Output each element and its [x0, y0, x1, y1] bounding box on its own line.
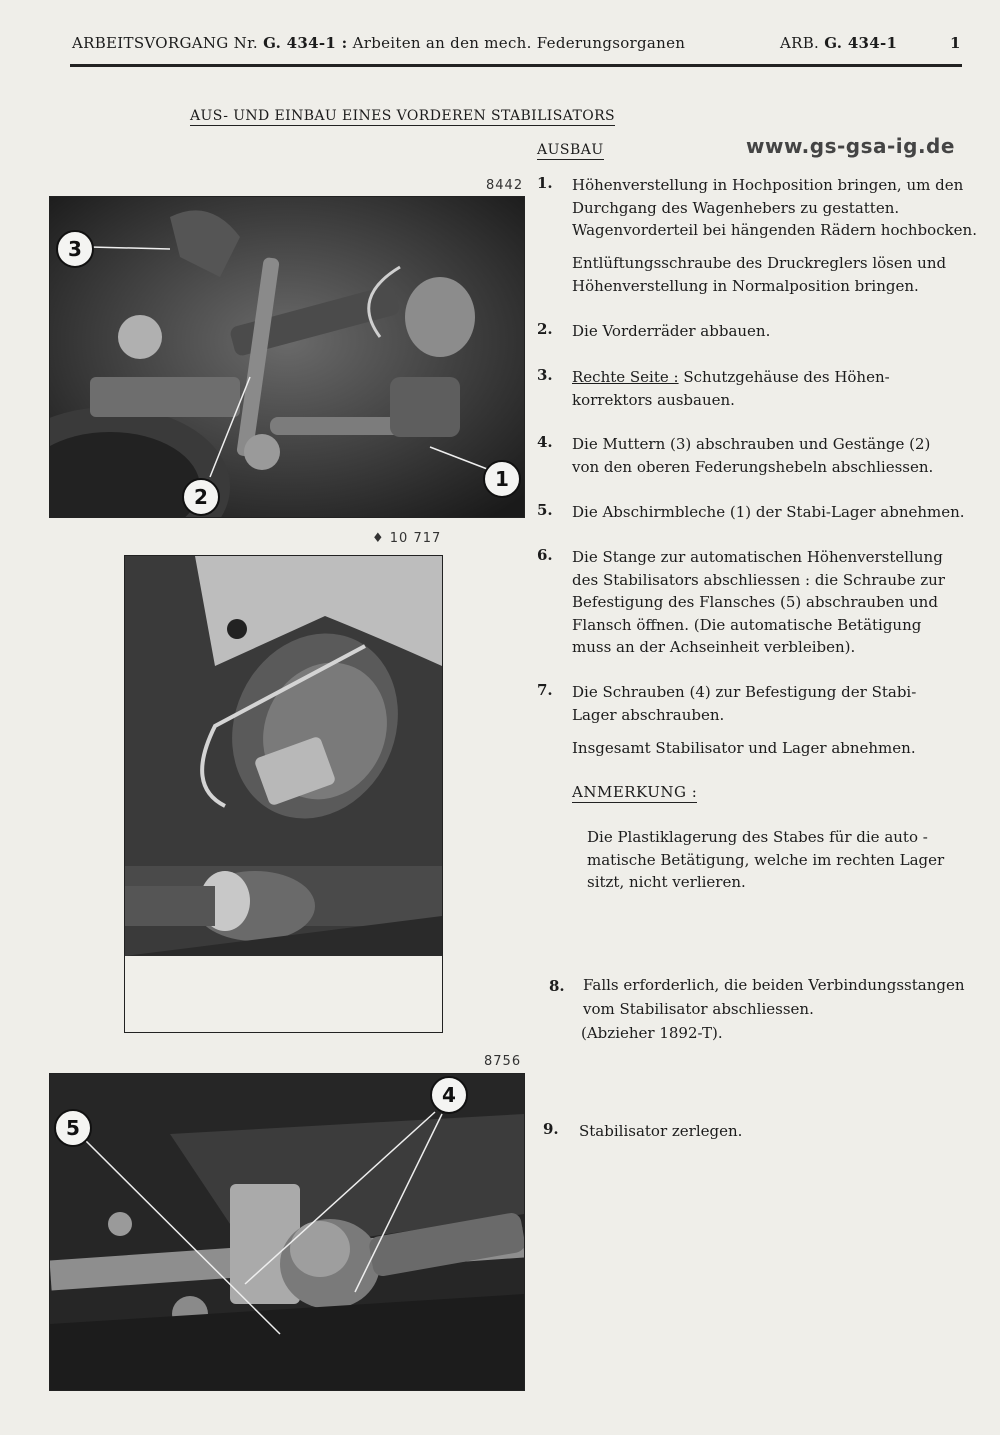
step-line: Schutzgehäuse des Höhen-	[678, 368, 890, 386]
note-line: sitzt, nicht verlieren.	[587, 873, 746, 891]
step-line: (Abzieher 1892-T).	[581, 1024, 723, 1042]
step-line: von den oberen Federungshebeln abschliessen.	[572, 457, 934, 476]
step-line: des Stabilisators abschliessen : die Schraube zur	[572, 570, 945, 589]
step-number: 3.	[537, 366, 553, 384]
step-line: muss an der Achseinheit verbleiben).	[572, 638, 856, 656]
step-text	[583, 973, 983, 1045]
step-number: 8.	[549, 977, 565, 995]
page-title: AUS- UND EINBAU EINES VORDEREN STABILISATORS	[190, 108, 616, 124]
step-number: 2.	[537, 320, 553, 338]
header-arb-code: G. 434-1	[824, 34, 898, 52]
step-number: 6.	[537, 546, 553, 564]
callout-1: 1	[483, 460, 521, 498]
step-line: Höhenverstellung in Hochposition bringen, um den	[572, 176, 964, 194]
step-text	[572, 252, 992, 297]
photo-front-suspension	[49, 196, 525, 518]
step-number: 9.	[543, 1120, 559, 1138]
figure-ref: ♦ 10 717	[372, 531, 442, 546]
step-line: vom Stabilisator abschliessen.	[583, 1000, 814, 1018]
step-text	[572, 366, 992, 411]
step-text	[579, 1120, 999, 1143]
page-number: 1	[950, 34, 961, 52]
step-text	[572, 174, 992, 242]
step-line: Die Muttern (3) abschrauben und Gestänge (2)	[572, 435, 931, 453]
note-line: Die Plastiklagerung des Stabes für die auto -	[587, 828, 928, 846]
note-text	[587, 826, 1000, 894]
document-header	[72, 34, 685, 52]
step-line: Die Stange zur automatischen Höhenverstellung	[572, 548, 943, 566]
step-number: 1.	[537, 174, 553, 192]
step-text	[572, 681, 992, 726]
step-number: 5.	[537, 501, 553, 519]
step-text	[572, 546, 992, 659]
note-line: matische Betätigung, welche im rechten Lager	[587, 850, 945, 869]
step-line: Durchgang des Wagenhebers zu gestatten.	[572, 198, 900, 217]
step-text	[572, 501, 992, 524]
header-procedure-label: ARBEITSVORGANG Nr.	[72, 34, 258, 52]
figure-ref: 8756	[484, 1054, 522, 1069]
step-line: Höhenverstellung in Normalposition bringen.	[572, 276, 919, 295]
step-line: Die Schrauben (4) zur Befestigung der Stabi-	[572, 683, 917, 701]
step-line: Lager abschrauben.	[572, 705, 725, 724]
header-right-ref	[780, 34, 897, 52]
header-rule	[70, 64, 962, 67]
step-line: Entlüftungsschraube des Druckreglers lösen und	[572, 254, 947, 272]
header-subject: Arbeiten an den mech. Federungsorganen	[352, 34, 686, 52]
note-heading: ANMERKUNG :	[572, 783, 698, 801]
step-text	[572, 433, 992, 478]
figure-ref: 8442	[486, 178, 524, 193]
section-heading: AUSBAU	[537, 142, 604, 158]
callout-2: 2	[182, 478, 220, 516]
step-line: Wagenvorderteil bei hängenden Rädern hochbocken.	[572, 221, 977, 239]
photo-stabilizer-bearing	[49, 1073, 525, 1391]
step-line: Falls erforderlich, die beiden Verbindungsstangen	[583, 976, 965, 994]
underlined-label: Rechte Seite :	[572, 368, 679, 386]
website-watermark: www.gs-gsa-ig.de	[746, 134, 955, 158]
step-line: Befestigung des Flansches (5) abschrauben und	[572, 593, 938, 611]
callout-5: 5	[54, 1109, 92, 1147]
step-text	[572, 737, 992, 760]
step-line: Stabilisator zerlegen.	[579, 1122, 743, 1140]
step-line: Insgesamt Stabilisator und Lager abnehmen.	[572, 739, 916, 757]
callout-3: 3	[56, 230, 94, 268]
header-procedure-code: G. 434-1 :	[263, 34, 348, 52]
step-line: Die Abschirmbleche (1) der Stabi-Lager abnehmen.	[572, 503, 965, 521]
step-number: 7.	[537, 681, 553, 699]
header-arb-label: ARB.	[780, 34, 820, 52]
step-text	[572, 320, 992, 343]
step-line: korrektors ausbauen.	[572, 390, 735, 409]
callout-4: 4	[430, 1076, 468, 1114]
step-line: Die Vorderräder abbauen.	[572, 322, 771, 340]
step-number: 4.	[537, 433, 553, 451]
photo-height-corrector	[124, 555, 443, 1033]
step-line: Flansch öffnen. (Die automatische Betätigung	[572, 615, 922, 634]
